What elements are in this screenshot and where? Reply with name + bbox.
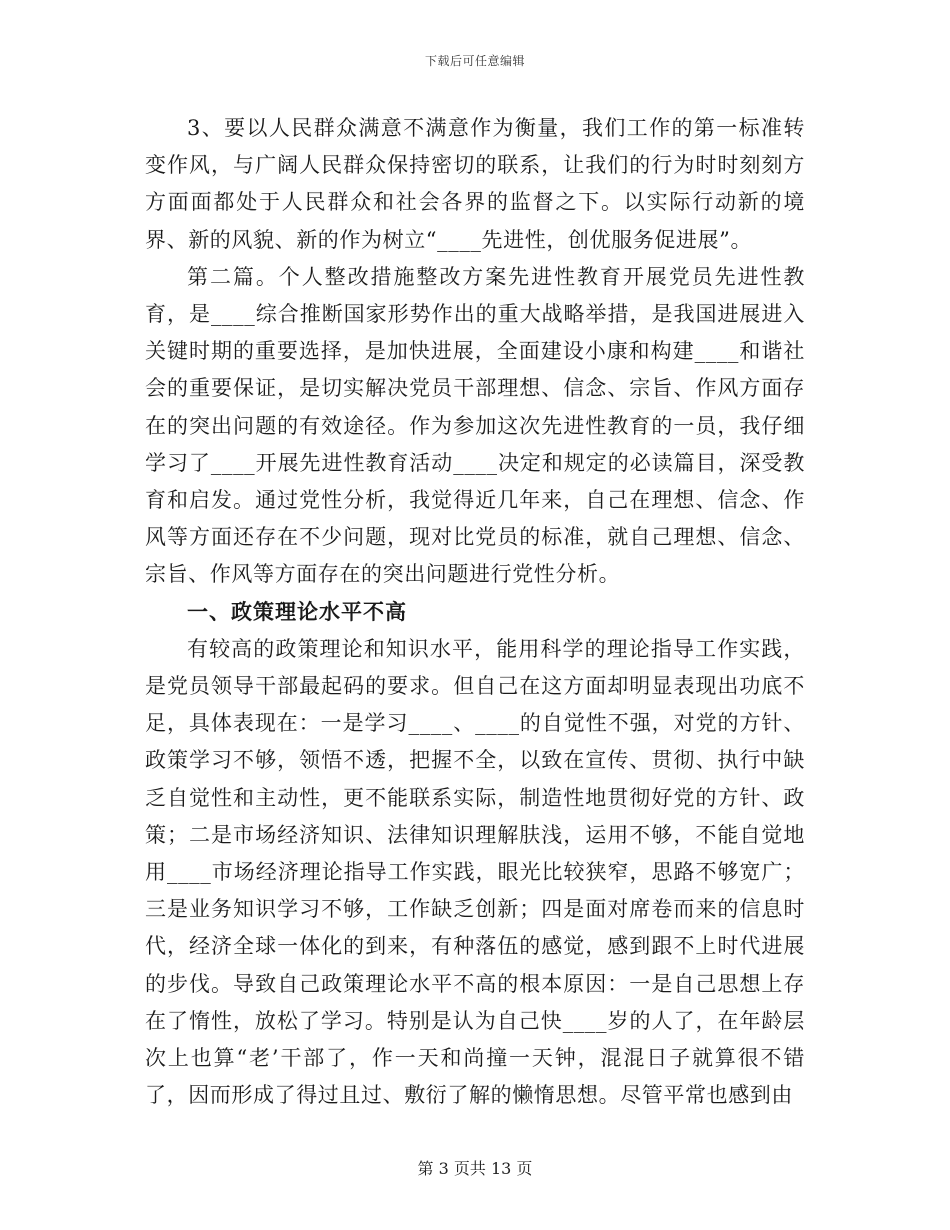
document-body: [145, 110, 805, 1114]
paragraph-2: 第二篇。个人整改措施整改方案先进性教育开展党员先进性教育，是____综合推断国家形势作出的重大战略举措，是我国进展进入关键时期的重要选择，是加快进展，全面建设小康和构建____和谐社会的重要保证，是切实解决党员干部理想、信念、宗旨、作风方面存在的突出问题的有效途径。作为参加这次先进性教育的一员，我仔细学习了____开展先进性教育活动____决定和规定的必读篇目，深受教育和启发。通过党性分析，我觉得近几年来，自己在理想、信念、作风等方面还存在不少问题，现对比党员的标准，就自己理想、信念、宗旨、作风等方面存在的突出问题进行党性分析。: [145, 264, 805, 587]
paragraph-3: 有较高的政策理论和知识水平，能用科学的理论指导工作实践，是党员领导干部最起码的要求。但自己在这方面却明显表现出功底不足，具体表现在：一是学习____、____的自觉性不强，对党的方针、政策学习不够，领悟不透，把握不全，以致在宣传、贯彻、执行中缺乏自觉性和主动性，更不能联系实际，制造性地贯彻好党的方针、政策；二是市场经济知识、法律知识理解肤浅，运用不够，不能自觉地用____市场经济理论指导工作实践，眼光比较狭窄，思路不够宽广；三是业务知识学习不够，工作缺乏创新；四是面对席卷而来的信息时代，经济全球一体化的到来，有种落伍的感觉，感到跟不上时代进展的步伐。导致自己政策理论水平不高的根本原因：一是自己思想上存在了惰性，放松了学习。特别是认为自己快____岁的人了，在年龄层次上也算“老’干部了，作一天和尚撞一天钟，混混日子就算很不错了，因而形成了得过且过、敷衍了解的懒惰思想。尽管平常也感到由: [145, 636, 805, 1108]
page-footer: 第 3 页共 13 页: [417, 1159, 533, 1178]
page-header: 下载后可任意编辑: [424, 54, 525, 68]
paragraph-1: 3、要以人民群众满意不满意作为衡量，我们工作的第一标准转变作风，与广阔人民群众保持密切的联系，让我们的行为时时刻刻方方面面都处于人民群众和社会各界的监督之下。以实际行动新的境界、新的风貌、新的作为树立“____先进性，创优服务促进展”。: [145, 116, 805, 252]
section-heading-1: 一、政策理论水平不高: [187, 599, 407, 624]
